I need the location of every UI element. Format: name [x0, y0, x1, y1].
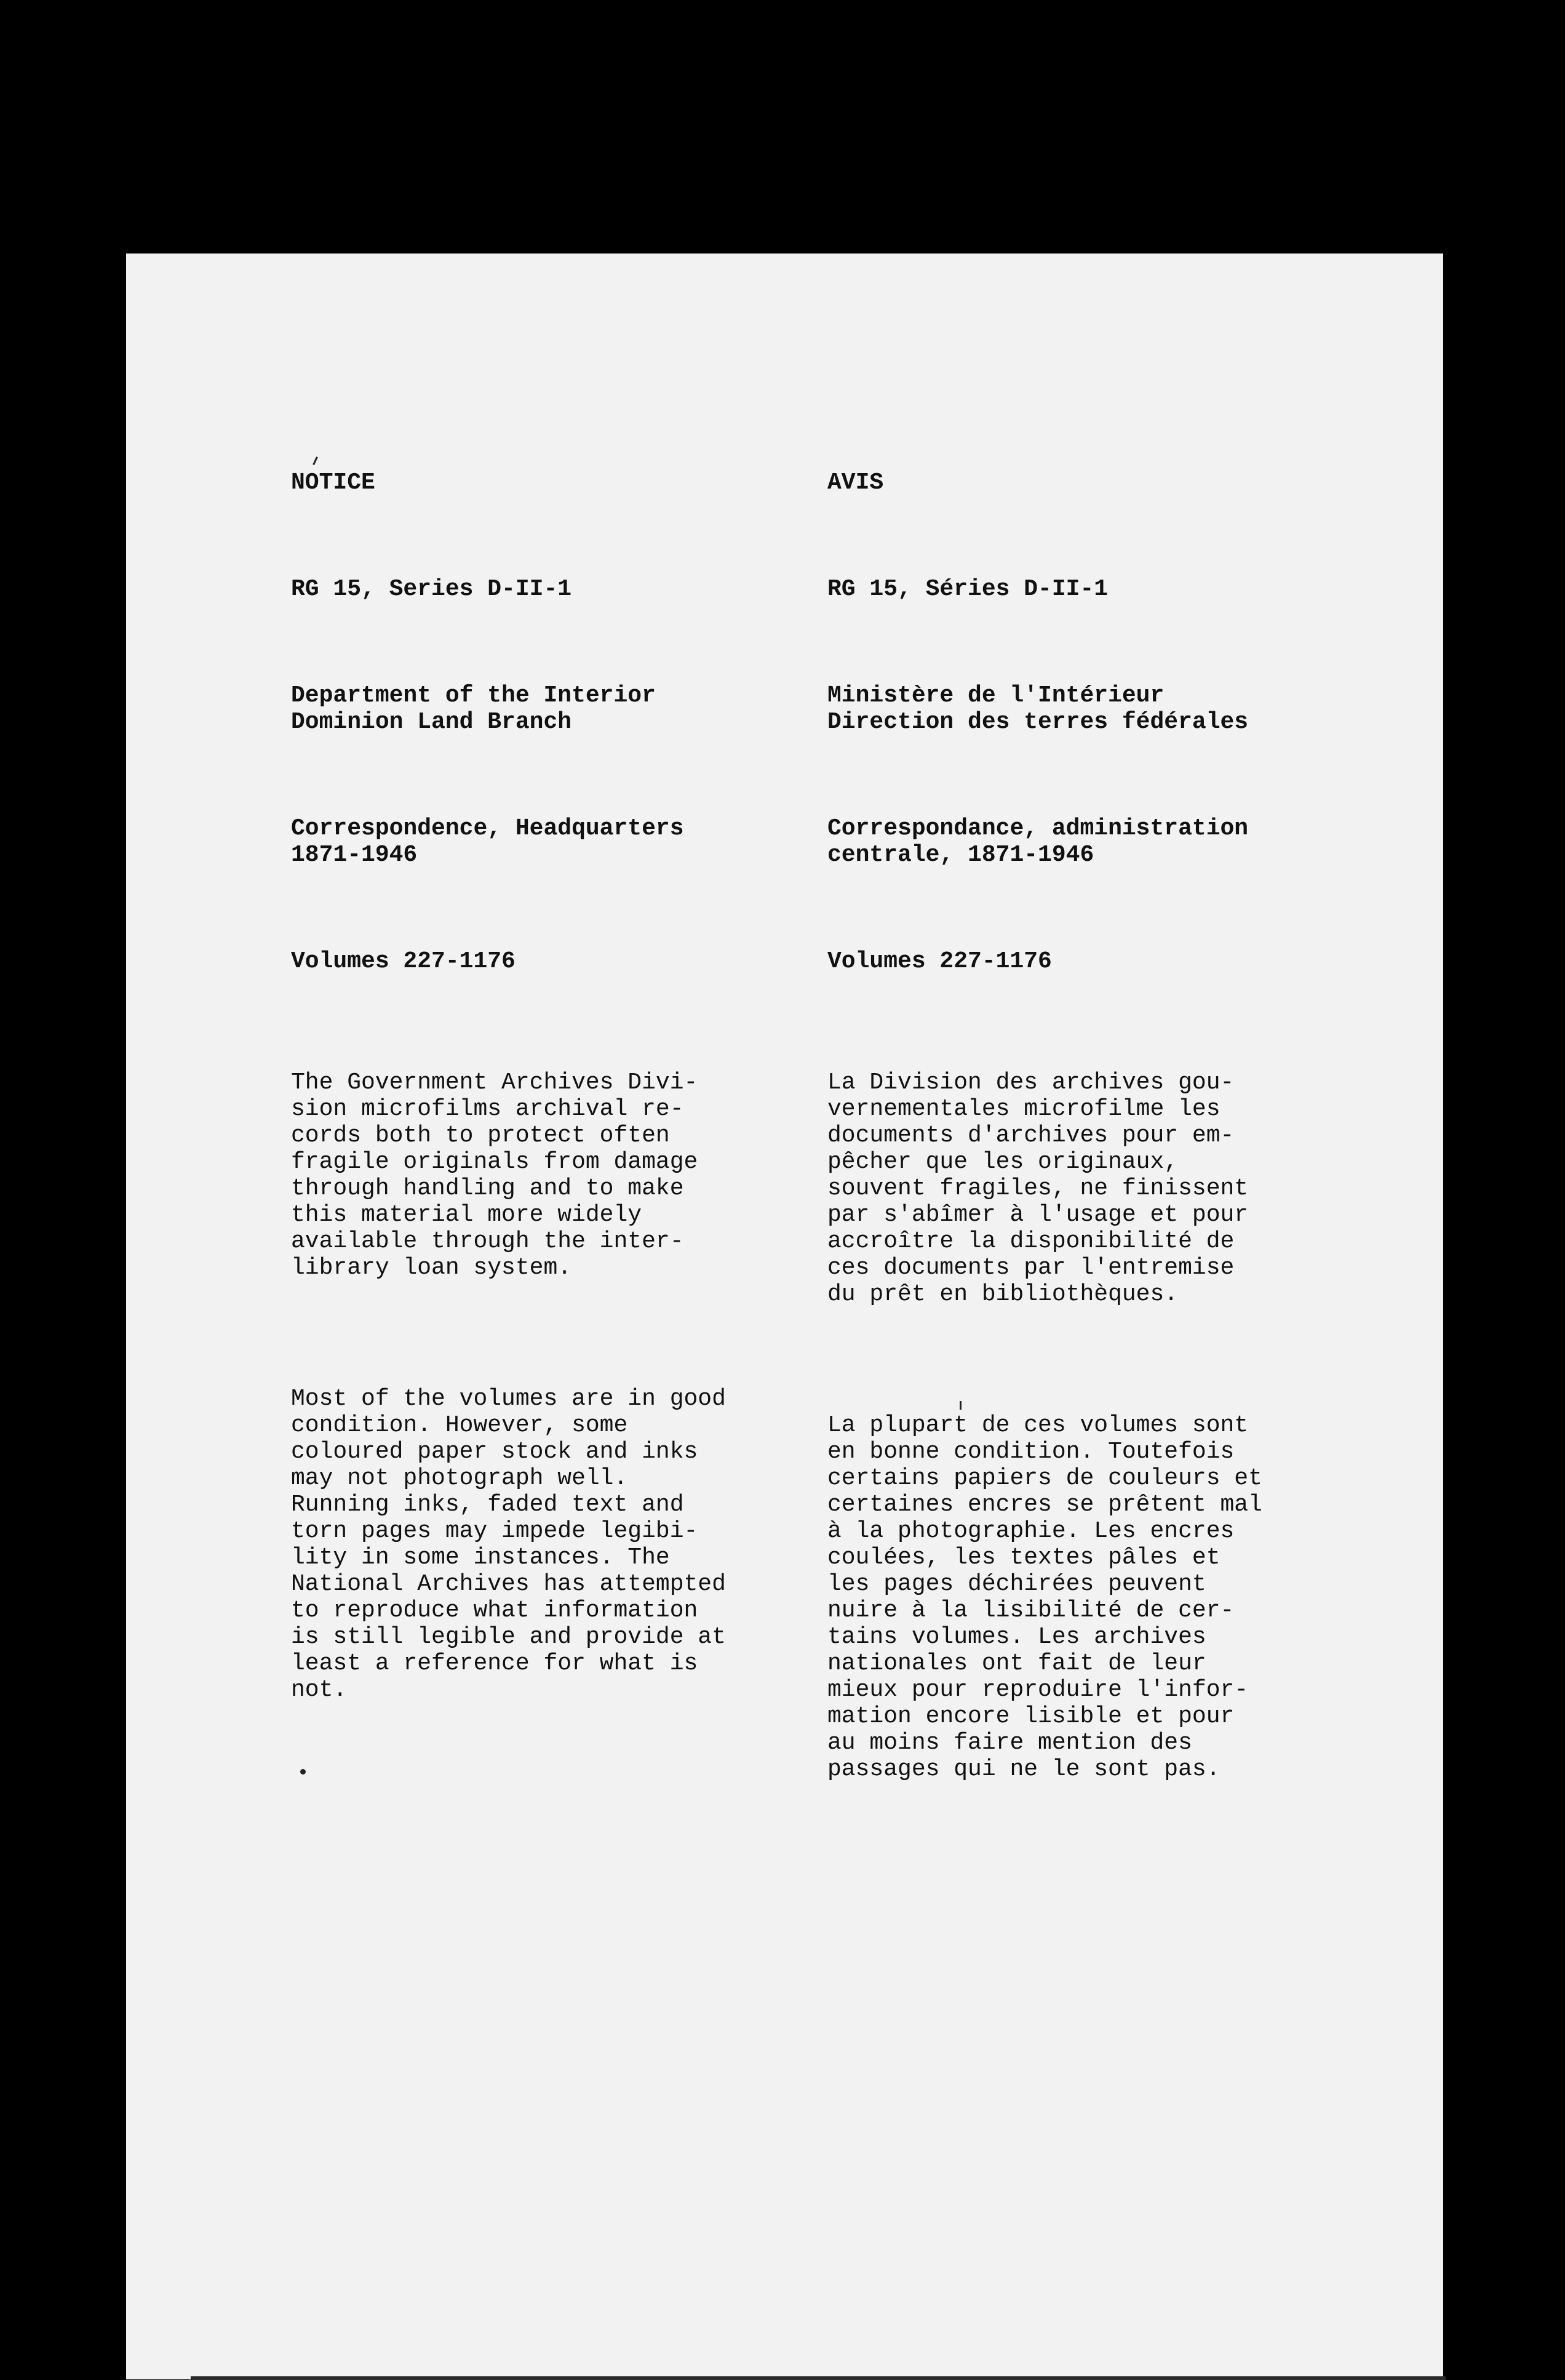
english-column: [291, 417, 771, 1793]
page-edge-shadow: [191, 2376, 1446, 2380]
avis-title: AVIS: [827, 469, 884, 496]
scan-speck: [300, 1769, 306, 1775]
volumes-range: Volumes 227-1176: [291, 948, 516, 975]
avis-paragraph-1: La Division des archives gou- vernementales microfilme les documents d'archives pour em- pêcher que les originaux, souvent fragiles, ne finissent par s'abîmer à l'usage et pour accroître la disponibilité de ces documents par l'entremise du prêt en bibliothèques.: [827, 1069, 1249, 1308]
document-page: [126, 254, 1443, 2379]
french-column: [827, 417, 1320, 1872]
scan-speck: [960, 1401, 962, 1410]
collection-title-fr: Correspondance, administration centrale, 1871-1946: [827, 815, 1249, 868]
series-reference: RG 15, Series D-II-1: [291, 576, 572, 602]
department-name: Department of the Interior Dominion Land Branch: [291, 682, 656, 735]
notice-title: NOTICE: [291, 469, 375, 496]
notice-paragraph-1: The Government Archives Divi- sion microfilms archival re- cords both to protect often fragile originals from damage through handling and to make this material more widely available through the inter- library loan system.: [291, 1069, 698, 1281]
series-reference-fr: RG 15, Séries D-II-1: [827, 576, 1109, 602]
department-name-fr: Ministère de l'Intérieur Direction des terres fédérales: [827, 682, 1249, 735]
avis-paragraph-2: La plupart de ces volumes sont en bonne condition. Toutefois certains papiers de couleurs et certaines encres se prêtent mal à la photographie. Les encres coulées, les textes pâles et les pages déchirées peuvent nuire à la lisibilité de cer- tains volumes. Les archives nationales ont fait de leur mieux pour reproduire l'infor- mation encore lisible et pour au moins faire mention des passages qui ne le sont pas.: [827, 1412, 1262, 1783]
volumes-range-fr: Volumes 227-1176: [827, 948, 1052, 975]
collection-title: Correspondence, Headquarters 1871-1946: [291, 815, 684, 868]
notice-paragraph-2: Most of the volumes are in good condition. However, some coloured paper stock and inks may not photograph well. Running inks, faded text and torn pages may impede legibi- lity in some instances. The National Archives has attempted to reproduce what information is still legible and provide at least a reference for what is not.: [291, 1386, 726, 1703]
